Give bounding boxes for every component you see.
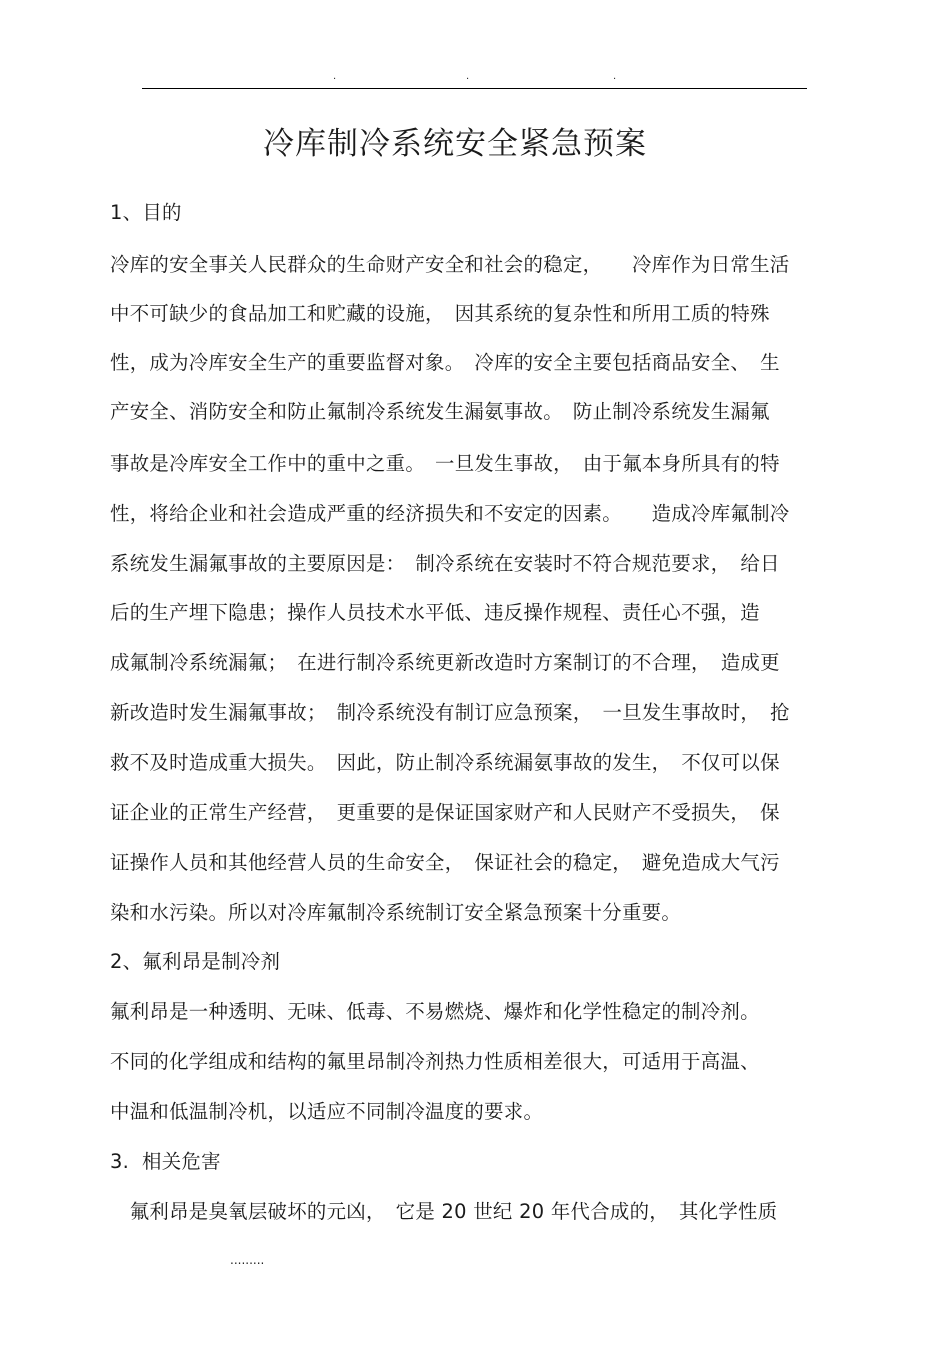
body-line: 染和水污染。所以对冷库氟制冷系统制订安全紧急预案十分重要。 [110,901,682,924]
body-line: 产安全、消防安全和防止氟制冷系统发生漏氨事故。 防止制冷系统发生漏氟 [110,400,770,423]
body-line: 性，成为冷库安全生产的重要监督对象。 冷库的安全主要包括商品安全、 生 [110,351,780,374]
section-heading: 2、氟利昂是制冷剂 [110,950,281,973]
header-dot: . [333,71,337,82]
body-line: 后的生产埋下隐患；操作人员技术水平低、违反操作规程、责任心不强，造 [110,601,760,624]
body-line: 证操作人员和其他经营人员的生命安全， 保证社会的稳定， 避免造成大气污 [110,851,780,874]
header-dot: . [613,71,617,82]
section-heading: 3. 相关危害 [110,1150,221,1173]
header-dot: . [466,71,470,82]
body-line: 证企业的正常生产经营， 更重要的是保证国家财产和人民财产不受损失， 保 [110,801,780,824]
body-line: 成氟制冷系统漏氟； 在进行制冷系统更新改造时方案制订的不合理， 造成更 [110,651,780,674]
body-line: 中不可缺少的食品加工和贮藏的设施， 因其系统的复杂性和所用工质的特殊 [110,302,770,325]
body-line: 救不及时造成重大损失。 因此，防止制冷系统漏氨事故的发生， 不仅可以保 [110,751,780,774]
body-line: 系统发生漏氟事故的主要原因是： 制冷系统在安装时不符合规范要求， 给日 [110,552,780,575]
header-rule [142,88,807,89]
body-line: 事故是冷库安全工作中的重中之重。 一旦发生事故， 由于氟本身所具有的特 [110,452,780,475]
body-line: 新改造时发生漏氟事故； 制冷系统没有制订应急预案， 一旦发生事故时， 抢 [110,701,790,724]
section-heading: 1、目的 [110,201,182,224]
footer-dots: ......... [230,1253,265,1267]
body-line: 性，将给企业和社会造成严重的经济损失和不安定的因素。 造成冷库氟制冷 [110,502,790,525]
body-line: 中温和低温制冷机，以适应不同制冷温度的要求。 [110,1100,544,1123]
body-line: 氟利昂是臭氧层破坏的元凶， 它是 20 世纪 20 年代合成的， 其化学性质 [110,1200,778,1223]
body-line: 不同的化学组成和结构的氟里昂制冷剂热力性质相差很大，可适用于高温、 [110,1050,760,1073]
document-title: 冷库制冷系统安全紧急预案 [263,126,647,162]
body-line: 氟利昂是一种透明、无味、低毒、不易燃烧、爆炸和化学性稳定的制冷剂。 [110,1000,760,1023]
body-line: 冷库的安全事关人民群众的生命财产安全和社会的稳定， 冷库作为日常生活 [110,253,790,276]
